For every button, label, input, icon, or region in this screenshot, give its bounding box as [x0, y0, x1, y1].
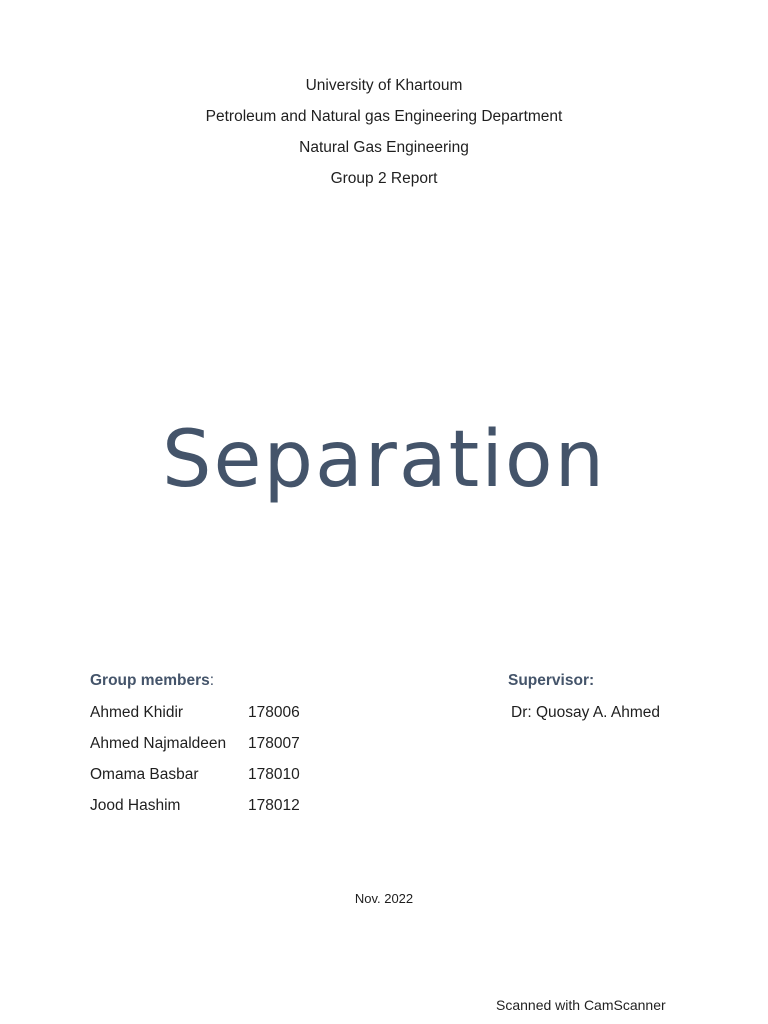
course-name: Natural Gas Engineering [299, 139, 469, 156]
member-id: 178012 [248, 797, 300, 814]
report-header [0, 70, 768, 194]
member-id: 178007 [248, 735, 300, 752]
group-members-heading-text: Group members [90, 672, 210, 689]
university-name: University of Khartoum [305, 77, 463, 94]
member-name: Jood Hashim [90, 797, 181, 814]
member-name: Ahmed Khidir [90, 704, 184, 721]
group-members-heading [90, 670, 214, 692]
report-label: Group 2 Report [330, 170, 438, 187]
member-id: 178010 [248, 766, 300, 783]
group-members-heading-colon: : [209, 672, 215, 689]
member-row [90, 728, 350, 759]
member-row [90, 790, 350, 821]
scanner-watermark: Scanned with CamScanner [496, 997, 666, 1013]
member-id: 178006 [248, 704, 300, 721]
member-name: Omama Basbar [90, 766, 199, 783]
supervisor-name: Dr: Quosay A. Ahmed [511, 704, 661, 721]
report-date: Nov. 2022 [354, 891, 414, 906]
supervisor-heading: Supervisor: [508, 672, 595, 689]
member-row [90, 697, 350, 728]
department-name: Petroleum and Natural gas Engineering Department [205, 108, 563, 125]
member-row [90, 759, 350, 790]
member-name: Ahmed Najmaldeen [90, 735, 227, 752]
report-title: Separation [161, 415, 607, 505]
